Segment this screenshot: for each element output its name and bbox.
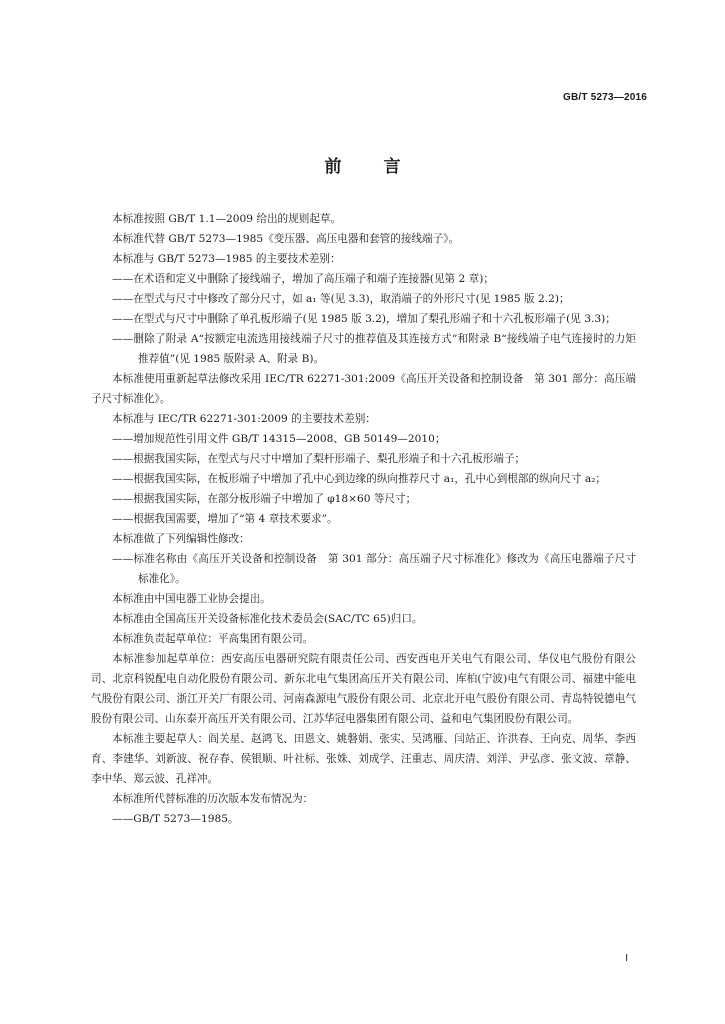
list-item: ——根据我国实际，在板形端子中增加了孔中心到边缘的纵向推荐尺寸 a₁，孔中心到根部的纵向尺寸 a₂； <box>112 473 606 485</box>
list-item: ——标准名称由《高压开关设备和控制设备 第 301 部分：高压端子尺寸标准化》修改为《高压电器端子尺寸标准化》。 <box>112 553 636 585</box>
paragraph: 本标准使用重新起草法修改采用 IEC/TR 62271-301:2009《高压开关设备和控制设备 第 301 部分：高压端子尺寸标准化》。 <box>91 373 636 405</box>
paragraph: 本标准与 GB/T 5273—1985 的主要技术差别： <box>112 253 341 265</box>
foreword-body <box>91 209 636 829</box>
list-item: ——删除了附录 A“按额定电流选用接线端子尺寸的推荐值及其连接方式”和附录 B“接线端子电气连接时的力矩推荐值”(见 1985 版附录 A、附录 B)。 <box>112 333 636 365</box>
paragraph: 本标准负责起草单位：平高集团有限公司。 <box>112 633 314 645</box>
list-item: ——在型式与尺寸中删除了单孔板形端子(见 1985 版 3.2)，增加了梨孔形端子和十六孔板形端子(见 3.3)； <box>112 313 616 325</box>
paragraph: 本标准与 IEC/TR 62271-301:2009 的主要技术差别： <box>112 413 376 425</box>
paragraph: 本标准代替 GB/T 5273—1985《变压器、高压电器和套管的接线端子》。 <box>112 233 460 245</box>
list-item: ——根据我国实际，在部分板形端子中增加了 φ18×60 等尺寸； <box>112 493 417 505</box>
list-item: ——在型式与尺寸中修改了部分尺寸，如 a₁ 等(见 3.3)，取消端子的外形尺寸(见 1985 版 2.2)； <box>112 293 570 305</box>
list-item: ——在术语和定义中删除了接线端子，增加了高压端子和端子连接器(见第 2 章)； <box>112 273 494 285</box>
list-item: ——GB/T 5273—1985。 <box>112 813 239 825</box>
standard-code: GB/T 5273—2016 <box>563 92 647 103</box>
paragraph: 本标准由全国高压开关设备标准化技术委员会(SAC/TC 65)归口。 <box>112 613 423 625</box>
paragraph: 本标准按照 GB/T 1.1—2009 给出的规则起草。 <box>112 213 342 225</box>
page-number: I <box>625 953 628 964</box>
list-item: ——根据我国实际，在型式与尺寸中增加了梨杆形端子、梨孔形端子和十六孔板形端子； <box>112 453 526 465</box>
paragraph: 本标准主要起草人：阎关星、赵鸿飞、田恩文、姚磐娟、张实、吴鸿雁、闫站正、许洪春、王向克、周华、李西育、李建华、刘新波、祝存春、侯银顺、叶社标、张姝、刘成学、汪重志、周庆清、刘洋、尹弘彦、张文波、章静、李中华、郑云波、孔祥冲。 <box>91 733 636 785</box>
paragraph: 本标准做了下列编辑性修改： <box>112 533 250 545</box>
list-item: ——根据我国需要，增加了“第 4 章技术要求”。 <box>112 513 338 525</box>
page-title: 前言 <box>324 157 443 177</box>
paragraph: 本标准所代替标准的历次版本发布情况为： <box>112 793 314 805</box>
paragraph: 本标准由中国电器工业协会提出。 <box>112 593 271 605</box>
list-item: ——增加规范性引用文件 GB/T 14315—2008、GB 50149—2010； <box>112 433 446 445</box>
paragraph: 本标准参加起草单位：西安高压电器研究院有限责任公司、西安西电开关电气有限公司、华仪电气股份有限公司、北京科锐配电自动化股份有限公司、新东北电气集团高压开关有限公司、库柏(宁波)电气有限公司、福建中能电气股份有限公司、浙江开关厂有限公司、河南森源电气股份有限公司、北京北开电气股份有限公司、青岛特锐德电气股份有限公司、山东泰开高压开关有限公司、江苏华冠电器集团有限公司、益和电气集团股份有限公司。 <box>91 653 636 725</box>
